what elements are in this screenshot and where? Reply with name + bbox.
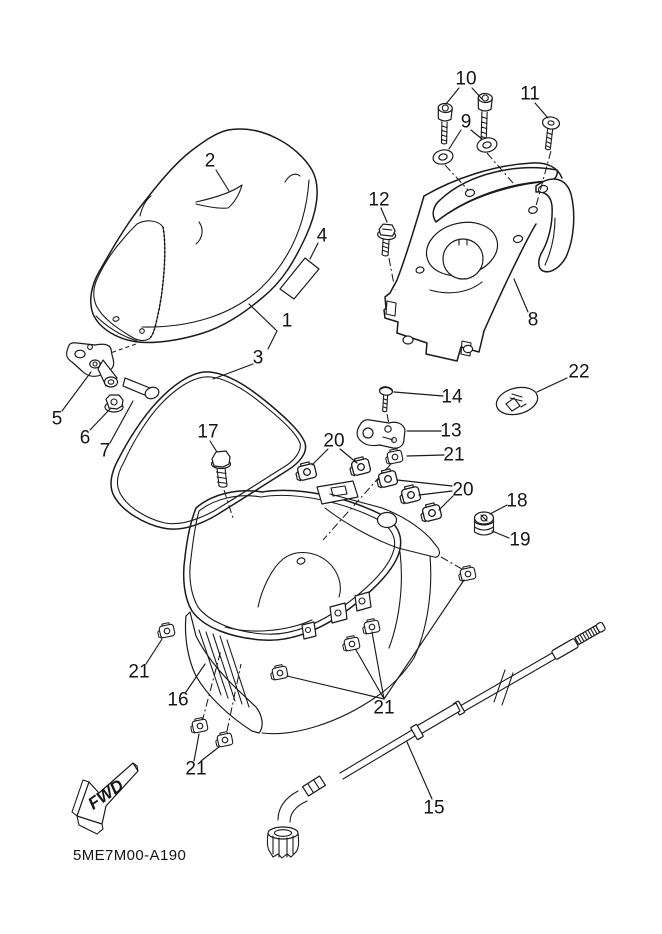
hinge-nut (105, 395, 123, 412)
part-callout-14-14: 14 (441, 386, 463, 408)
part-callout-15-25: 15 (423, 797, 445, 819)
diagram-code: 5ME7M00-A190 (73, 847, 187, 864)
seat-gasket (111, 372, 306, 529)
part-callout-11-9: 11 (520, 83, 540, 105)
part-callout-3-3: 3 (252, 347, 264, 369)
part-callout-19-20: 19 (509, 529, 531, 551)
cable-knurled-end (575, 622, 606, 645)
part-callout-21-21: 21 (128, 661, 150, 683)
fwd-direction-arrow (72, 763, 138, 834)
part-callout-21-23: 21 (185, 758, 207, 780)
cable-ferrule (551, 638, 579, 660)
fwd-label: FWD (84, 775, 128, 814)
part-callout-17-7: 17 (197, 421, 219, 443)
part-callout-1-2: 1 (281, 310, 293, 332)
emblem-illustration (493, 383, 540, 418)
part-callout-18-19: 18 (506, 490, 528, 512)
part-callout-20-17: 20 (323, 430, 345, 452)
button-screw-icon (539, 116, 560, 151)
part-callout-20-18: 20 (452, 479, 474, 501)
bolt-17 (212, 451, 234, 518)
cable-end-nut (267, 827, 298, 858)
part-callout-16-22: 16 (167, 689, 189, 711)
part-callout-9-10: 9 (460, 111, 472, 133)
part-callout-22-13: 22 (568, 361, 590, 383)
washer-icon (432, 148, 454, 166)
part-callout-10-8: 10 (455, 68, 477, 90)
part-callout-6-5: 6 (79, 427, 91, 449)
part-callout-2-0: 2 (204, 150, 216, 172)
tail-cover-illustration (384, 163, 574, 361)
seat-lock-cable-illustration (267, 622, 606, 858)
washer-icon (476, 136, 498, 154)
cable-fitting (303, 776, 326, 796)
part-callout-21-24: 21 (373, 697, 395, 719)
storage-box-illustration (184, 481, 462, 734)
part-callout-4-1: 4 (316, 225, 328, 247)
part-callout-5-4: 5 (51, 408, 63, 430)
socket-bolt-icon (476, 93, 492, 141)
hex-bolt-icon (375, 224, 396, 257)
part-callout-21-16: 21 (443, 444, 465, 466)
part-callout-13-15: 13 (440, 420, 462, 442)
part-callout-7-6: 7 (99, 440, 111, 462)
socket-bolt-icon (436, 103, 452, 144)
part-callout-12-11: 12 (368, 189, 390, 211)
part-callout-8-12: 8 (527, 309, 539, 331)
seat-hinge-bracket (67, 343, 118, 387)
hinge-pin (123, 378, 161, 401)
grommet-illustration (475, 512, 494, 535)
pan-screw-icon (378, 386, 393, 412)
